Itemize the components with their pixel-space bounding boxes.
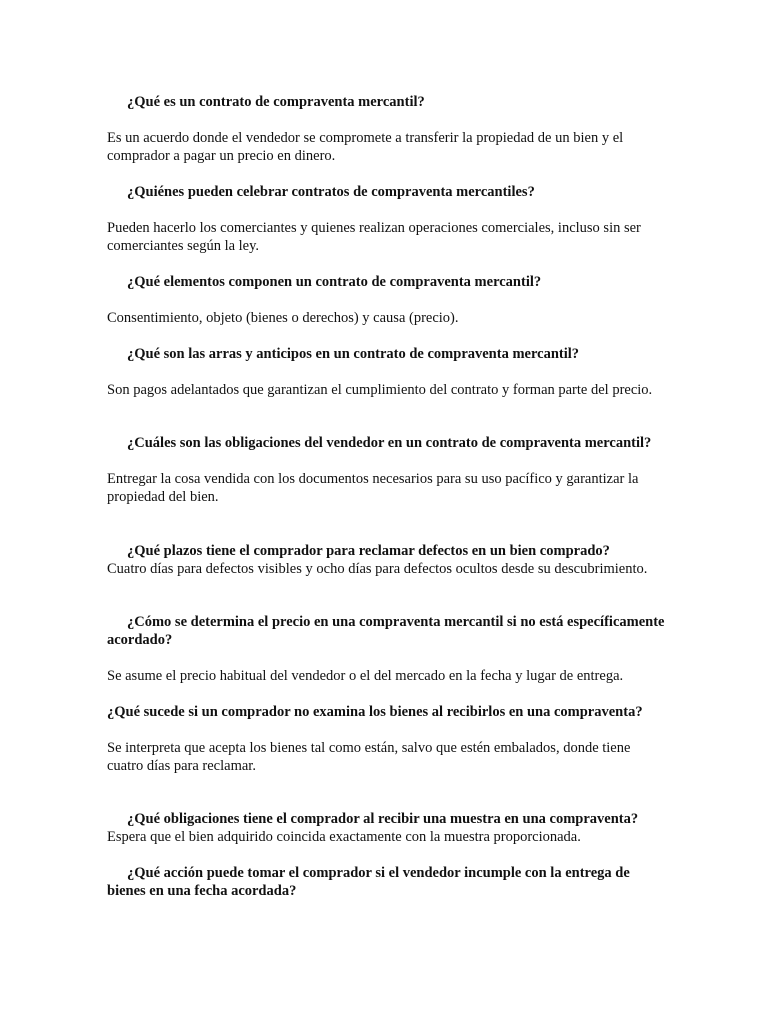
question-heading: ¿Cómo se determina el precio en una compraventa mercantil si no está específicamente acordado? [107, 614, 665, 648]
answer-paragraph: Consentimiento, objeto (bienes o derechos) y causa (precio). [107, 310, 459, 326]
qa-block-2 [107, 183, 667, 255]
qa-block-4 [107, 345, 667, 399]
question-heading: ¿Qué sucede si un comprador no examina los bienes al recibirlos en una compraventa? [107, 704, 643, 720]
question-heading: ¿Cuáles son las obligaciones del vendedor en un contrato de compraventa mercantil? [127, 435, 652, 451]
answer-paragraph: Se interpreta que acepta los bienes tal como están, salvo que estén embalados, donde tiene cuatro días para reclamar. [107, 740, 631, 774]
qa-block-9 [107, 810, 667, 846]
question-heading: ¿Qué obligaciones tiene el comprador al recibir una muestra en una compraventa? [127, 811, 639, 827]
qa-block-10 [107, 864, 667, 900]
qa-block-3 [107, 273, 667, 327]
question-heading: ¿Qué elementos componen un contrato de compraventa mercantil? [127, 274, 542, 290]
qa-block-5 [107, 434, 667, 506]
answer-paragraph: Espera que el bien adquirido coincida exactamente con la muestra proporcionada. [107, 829, 581, 845]
question-heading: ¿Qué acción puede tomar el comprador si el vendedor incumple con la entrega de bienes en una fecha acordada? [107, 865, 630, 899]
answer-paragraph: Pueden hacerlo los comerciantes y quienes realizan operaciones comerciales, incluso sin ser comerciantes según la ley. [107, 220, 641, 254]
answer-paragraph: Cuatro días para defectos visibles y ocho días para defectos ocultos desde su descubrimiento. [107, 561, 648, 577]
qa-block-7 [107, 613, 667, 685]
question-heading: ¿Qué son las arras y anticipos en un contrato de compraventa mercantil? [127, 346, 580, 362]
answer-paragraph: Son pagos adelantados que garantizan el cumplimiento del contrato y forman parte del precio. [107, 382, 653, 398]
answer-paragraph: Entregar la cosa vendida con los documentos necesarios para su uso pacífico y garantizar la propiedad del bien. [107, 471, 639, 505]
qa-block-6 [107, 542, 667, 578]
qa-block-8 [107, 703, 667, 775]
question-heading: ¿Qué plazos tiene el comprador para reclamar defectos en un bien comprado? [127, 543, 610, 559]
question-heading: ¿Qué es un contrato de compraventa mercantil? [127, 94, 425, 110]
answer-paragraph: Es un acuerdo donde el vendedor se compromete a transferir la propiedad de un bien y el comprador a pagar un precio en dinero. [107, 130, 624, 164]
question-heading: ¿Quiénes pueden celebrar contratos de compraventa mercantiles? [127, 184, 535, 200]
qa-block-1 [107, 93, 667, 165]
answer-paragraph: Se asume el precio habitual del vendedor o el del mercado en la fecha y lugar de entrega. [107, 668, 624, 684]
